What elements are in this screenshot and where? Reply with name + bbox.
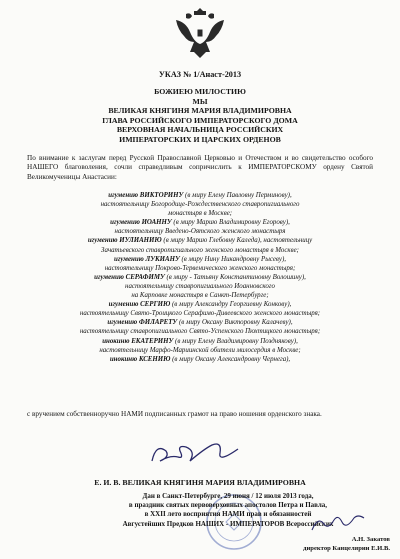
title-line: ВЕЛИКАЯ КНЯГИНЯ МАРИЯ ВЛАДИМИРОВНА xyxy=(108,106,292,116)
title-line: ГЛАВА РОССИЙСКОГО ИМПЕРАТОРСКОГО ДОМА xyxy=(102,115,298,125)
title-line: ИМПЕРАТОРСКИХ И ЦАРСКИХ ОРДЕНОВ xyxy=(119,134,281,144)
recipient-detail: монастыря в Москве; xyxy=(167,210,233,218)
recipient-detail: (в миру Нину Никандровну Рысеву), xyxy=(179,255,286,263)
handwritten-signature xyxy=(132,435,252,473)
recipient-detail: (в миру Марию Глебовну Каледа), настоятельницу xyxy=(161,237,313,245)
recipient-line xyxy=(0,200,400,209)
closing-paragraph: с вручением собственноручно НАМИ подписанных грамот на право ношения орденского знака. xyxy=(27,410,322,418)
recipient-line xyxy=(0,236,400,245)
sovereign-signature-line: Е. И. В. ВЕЛИКАЯ КНЯГИНЯ МАРИЯ ВЛАДИМИРОВНА xyxy=(94,478,306,487)
intro-paragraph: По внимание к заслугам перед Русской Православной Церковью и Отечеством и во свидетельство особого НАШЕГО благоволения, сочли справедливым сопричислить к ИМПЕРАТОРСКОМУ ордену Святой Великомученицы Анастасии: xyxy=(27,154,373,181)
recipient-name: инокиню ЕКАТЕРИНУ xyxy=(102,337,174,345)
recipient-detail: настоятельницу Марфо-Мариинской обители милосердия в Москве; xyxy=(99,346,301,354)
recipient-detail: настоятельницу Введено-Оятского женского монастыря xyxy=(114,228,286,236)
decree-number: УКАЗ № 1/Анаст-2013 xyxy=(158,70,242,79)
recipient-name: инокиню КСЕНИЮ xyxy=(109,355,171,363)
recipient-detail: настоятельницу Богородице-Рождественского ставропигиального xyxy=(100,201,300,209)
recipient-detail: (в миру - Татьяну Константиновну Волошину), xyxy=(164,273,306,281)
given-line: Дан в Санкт-Петербурге, 29 июня / 12 июля 2013 года, xyxy=(142,492,314,500)
recipient-detail: настоятельницу Свято-Троицкого Серафимо-Дивеевского женского монастыря; xyxy=(79,310,321,318)
title-line: МЫ xyxy=(192,96,208,106)
recipient-detail: (в миру Оксану Викторовну Калачеву), xyxy=(177,319,293,327)
recipient-line xyxy=(0,264,400,273)
recipient-detail: Зачатьевского ставропигиального женского монастыря в Москве; xyxy=(101,246,299,254)
recipient-name: игумению СЕРАФИМУ xyxy=(94,273,165,281)
recipient-line xyxy=(0,318,400,327)
recipient-name: игумению СЕРГИЮ xyxy=(108,301,171,309)
signer-name: А.Н. Закатов xyxy=(351,536,390,543)
signer-block xyxy=(300,535,390,553)
recipient-detail: (в миру Елену Павловну Перминову), xyxy=(183,192,292,199)
recipient-line xyxy=(0,218,400,227)
given-line: в XXII лето восприятия НАМИ прав и обязанностей xyxy=(144,510,312,519)
recipient-name: игумению ВИКТОРИНУ xyxy=(108,192,184,199)
recipient-name: игумению ИОАННУ xyxy=(110,219,172,227)
recipient-detail: на Карповке монастыря в Санкт-Петербурге; xyxy=(131,292,269,300)
recipient-detail: настоятельницу Покрово-Тервенического женского монастыря; xyxy=(104,264,296,272)
secretary-signature xyxy=(308,514,368,536)
recipient-line xyxy=(0,355,400,364)
recipient-line xyxy=(0,337,400,346)
recipient-detail: настоятельницу ставропигиального Свято-Успенского Пюхтицкого монастыря; xyxy=(79,328,321,336)
double-headed-eagle-emblem xyxy=(172,4,228,62)
given-line: в праздник святых первоверховных апостолов Петра и Павла, xyxy=(128,501,328,510)
recipient-line xyxy=(0,191,400,200)
recipient-name: игумению ИУЛИАНИЮ xyxy=(87,237,162,245)
recipient-line xyxy=(0,309,400,318)
recipient-line xyxy=(0,300,400,309)
title-line: БОЖИЕЮ МИЛОСТИЮ xyxy=(154,87,246,96)
recipient-line xyxy=(0,346,400,355)
recipient-line xyxy=(0,282,400,291)
recipient-detail: (в миру Оксану Александровну Чернега), xyxy=(170,355,291,363)
recipient-detail: настоятельницу ставропигиального Иоанновского xyxy=(125,282,275,290)
titles-block xyxy=(0,87,400,145)
recipient-line xyxy=(0,273,400,282)
recipient-name: игумению ФИЛАРЕТУ xyxy=(107,319,178,327)
recipient-line xyxy=(0,246,400,255)
recipient-line xyxy=(0,291,400,300)
recipient-list xyxy=(0,191,400,364)
title-line: ВЕРХОВНАЯ НАЧАЛЬНИЦА РОССИЙСКИХ xyxy=(116,125,284,135)
recipient-line xyxy=(0,209,400,218)
recipient-name: игумению ЛУКИАНУ xyxy=(114,255,180,263)
recipient-detail: (в миру Александру Георгиевну Конкову), xyxy=(170,301,292,309)
recipient-line xyxy=(0,255,400,264)
given-line: Августейших Предков НАШИХ - ИМПЕРАТОРОВ Всероссийских xyxy=(122,519,334,528)
recipient-detail: (в миру Марию Владимировну Егорову), xyxy=(171,219,290,227)
recipient-detail: (в миру Елену Владимировну Позднякову), xyxy=(173,337,298,345)
recipient-line xyxy=(0,227,400,236)
signer-position: директор Канцелярии Е.И.В. xyxy=(303,545,390,552)
recipient-line xyxy=(0,327,400,336)
